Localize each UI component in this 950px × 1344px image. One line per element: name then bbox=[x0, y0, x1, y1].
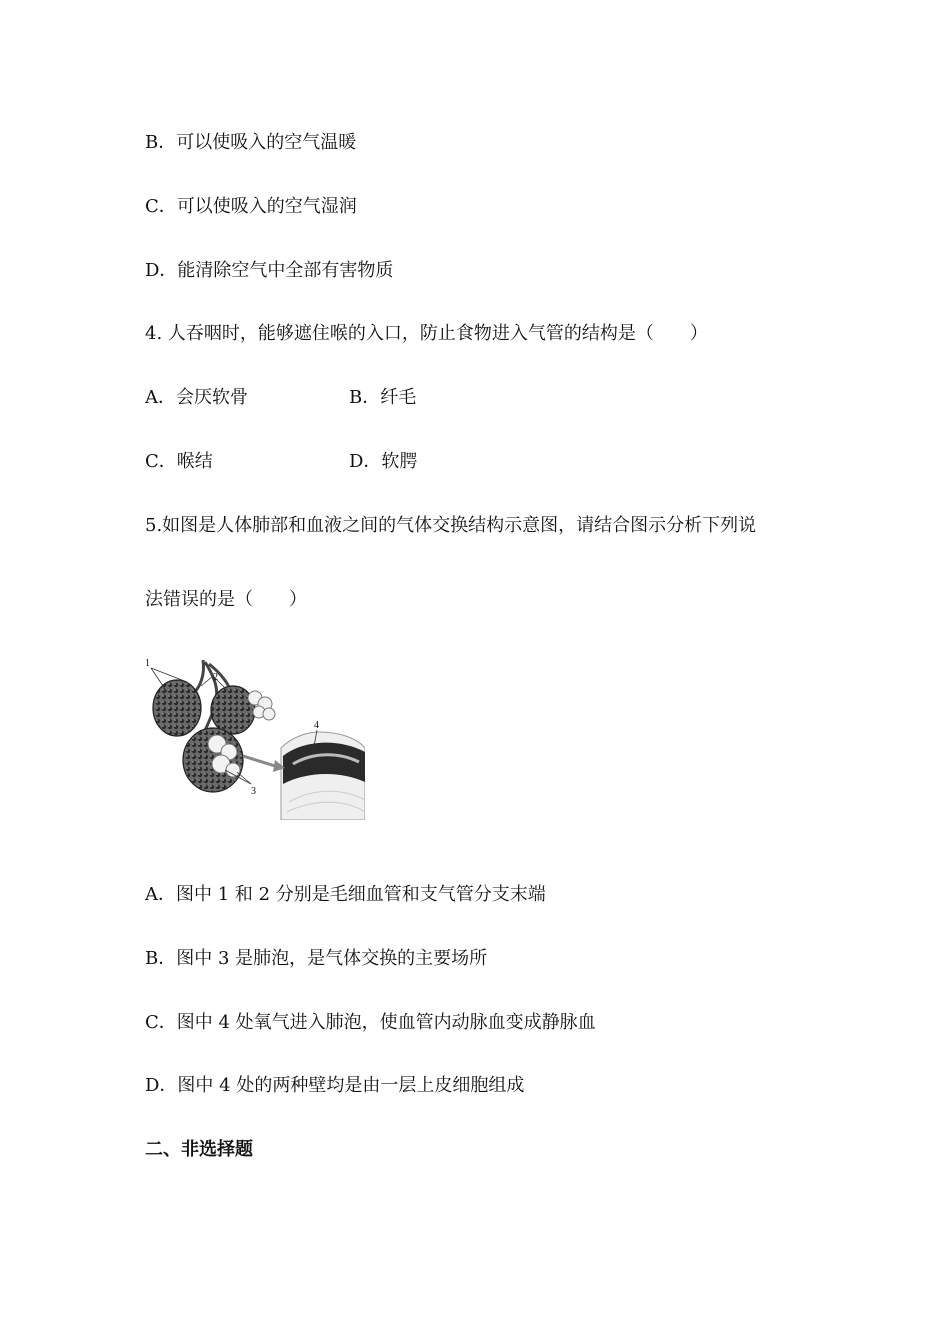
q4-option-d: D．软腭 bbox=[349, 451, 418, 472]
q4-option-c: C．喉结 bbox=[145, 451, 213, 472]
q5-stem-line1: 5.如图是人体肺部和血液之间的气体交换结构示意图，请结合图示分析下列说 bbox=[145, 515, 757, 536]
lung-alveoli-diagram bbox=[143, 652, 365, 820]
q5-stem-line2: 法错误的是（ ） bbox=[145, 589, 307, 610]
q3-option-d: D．能清除空气中全部有害物质 bbox=[145, 260, 394, 281]
q4-stem: 4. 人吞咽时，能够遮住喉的入口，防止食物进入气管的结构是（ ） bbox=[145, 323, 708, 344]
q5-option-b: B．图中 3 是肺泡，是气体交换的主要场所 bbox=[145, 948, 488, 969]
q3-option-b: B．可以使吸入的空气温暖 bbox=[145, 132, 357, 153]
figure-label-2: 2 bbox=[213, 672, 218, 683]
q5-option-a: A．图中 1 和 2 分别是毛细血管和支气管分支末端 bbox=[145, 884, 546, 905]
figure-label-3: 3 bbox=[251, 786, 256, 797]
figure-label-1: 1 bbox=[145, 658, 150, 669]
q3-option-c: C．可以使吸入的空气湿润 bbox=[145, 196, 357, 217]
q5-option-d: D．图中 4 处的两种壁均是由一层上皮细胞组成 bbox=[145, 1075, 525, 1096]
alveolar-clusters bbox=[153, 680, 255, 792]
q5-option-c: C．图中 4 处氧气进入肺泡，使血管内动脉血变成静脉血 bbox=[145, 1012, 596, 1033]
magnified-inset bbox=[281, 732, 365, 820]
q4-option-b: B．纤毛 bbox=[349, 387, 417, 408]
figure-label-4: 4 bbox=[314, 720, 319, 731]
section-heading: 二、非选择题 bbox=[145, 1139, 253, 1160]
zoom-arrow bbox=[243, 756, 285, 772]
q4-option-a: A．会厌软骨 bbox=[145, 387, 248, 408]
